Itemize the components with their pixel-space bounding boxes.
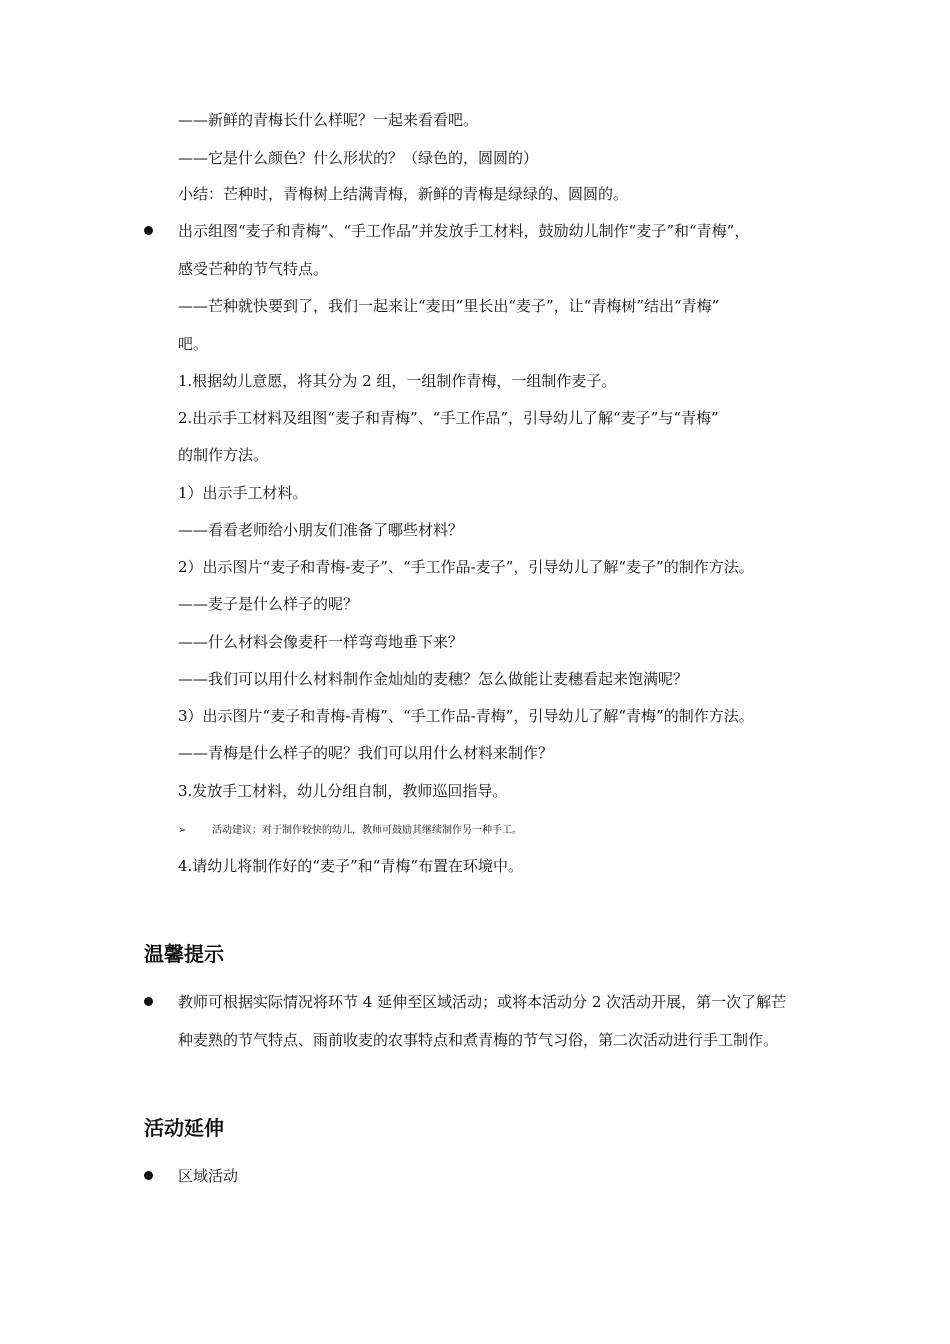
bullet-text: 区域活动 <box>178 1167 239 1185</box>
summary-line: 小结：芒种时，青梅树上结满青梅，新鲜的青梅是绿绿的、圆圆的。 <box>178 185 629 203</box>
step-line: 1.根据幼儿意愿，将其分为 2 组，一组制作青梅，一组制作麦子。 <box>178 372 617 390</box>
bullet-icon <box>144 997 153 1006</box>
text-line: ——新鲜的青梅长什么样呢？一起来看看吧。 <box>178 111 479 129</box>
activity-note: 活动建议：对于制作较快的幼儿，教师可鼓励其继续制作另一种手工。 <box>212 825 522 836</box>
text-line: ——青梅是什么样子的呢？我们可以用什么材料来制作？ <box>178 744 554 762</box>
substep-line: 3）出示图片“麦子和青梅-青梅”、“手工作品-青梅”，引导幼儿了解“青梅”的制作方法。 <box>178 707 754 725</box>
step-line: 4.请幼儿将制作好的“麦子”和“青梅”布置在环境中。 <box>178 857 523 875</box>
text-line: ——我们可以用什么材料制作金灿灿的麦穗？怎么做能让麦穗看起来饱满呢？ <box>178 670 689 688</box>
text-line: 吧。 <box>178 335 209 353</box>
text-line: ——什么材料会像麦秆一样弯弯地垂下来？ <box>178 633 464 651</box>
text-line: ——看看老师给小朋友们准备了哪些材料？ <box>178 521 464 539</box>
text-line: ——芒种就快要到了，我们一起来让“麦田”里长出“麦子”，让“青梅树”结出“青梅” <box>178 297 720 315</box>
text-line: ——麦子是什么样子的呢？ <box>178 595 359 613</box>
bullet-icon <box>144 1171 153 1180</box>
bullet-text: 感受芒种的节气特点。 <box>178 260 329 278</box>
bullet-text: 出示组图“麦子和青梅”、“手工作品”并发放手工材料，鼓励幼儿制作“麦子”和“青梅”， <box>178 222 750 240</box>
text-line: ——它是什么颜色？什么形状的？（绿色的，圆圆的） <box>178 149 539 167</box>
step-line: 3.发放手工材料，幼儿分组自制，教师巡回指导。 <box>178 782 508 800</box>
section-heading-tips: 温馨提示 <box>144 942 224 966</box>
substep-line: 1）出示手工材料。 <box>178 484 308 502</box>
text-line: 的制作方法。 <box>178 446 269 464</box>
bullet-icon <box>144 226 153 235</box>
section-heading-extension: 活动延伸 <box>144 1116 224 1140</box>
step-line: 2.出示手工材料及组图“麦子和青梅”、“手工作品”，引导幼儿了解“麦子”与“青梅” <box>178 409 719 427</box>
substep-line: 2）出示图片“麦子和青梅-麦子”、“手工作品-麦子”，引导幼儿了解“麦子”的制作方法。 <box>178 558 754 576</box>
bullet-text: 种麦熟的节气特点、雨前收麦的农事特点和煮青梅的节气习俗，第二次活动进行手工制作。 <box>178 1031 779 1049</box>
arrow-bullet-icon: ➢ <box>178 825 187 836</box>
bullet-text: 教师可根据实际情况将环节 4 延伸至区域活动；或将本活动分 2 次活动开展，第一次了解芒 <box>178 993 787 1011</box>
